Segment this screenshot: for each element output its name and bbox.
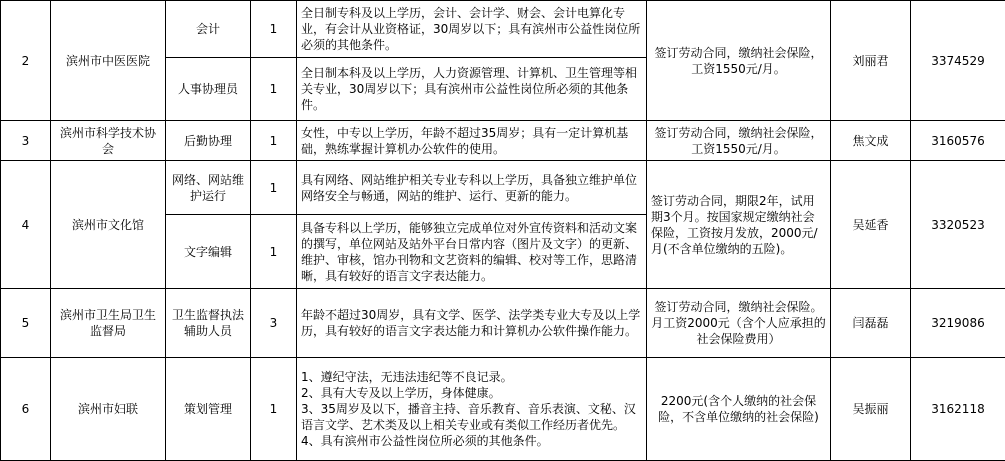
post-name: 网络、网站维护运行 [166, 161, 251, 215]
requirements [297, 358, 647, 461]
post-name: 卫生监督执法辅助人员 [166, 289, 251, 358]
table-row [1, 121, 1005, 161]
row-number: 3 [1, 121, 51, 161]
row-number: 2 [1, 1, 51, 121]
table-row [1, 358, 1005, 461]
requirements: 全日制本科及以上学历，人力资源管理、计算机、卫生管理等相关专业，30周岁以下；具有滨州市公益性岗位所必须的其他条件。 [297, 58, 647, 121]
requirement-line: 3、35周岁及以下，播音主持、音乐教育、音乐表演、文秘、汉语言文学、艺术类及以上相关专业或有类似工作经历者优先。 [301, 401, 642, 433]
row-number: 6 [1, 358, 51, 461]
requirements: 全日制专科及以上学历，会计、会计学、财会、会计电算化专业，有会计从业资格证，30周岁以下；具有滨州市公益性岗位所必须的其他条件。 [297, 1, 647, 58]
headcount: 3 [251, 289, 297, 358]
table-row [1, 161, 1005, 215]
contact-person: 闫磊磊 [831, 289, 911, 358]
contact-person: 吴振丽 [831, 358, 911, 461]
requirements: 具有网络、网站维护相关专业专科以上学历，具备独立维护单位网络安全与畅通，网站的维护、运行、更新的能力。 [297, 161, 647, 215]
phone-number: 3162118 [911, 358, 1005, 461]
phone-number: 3219086 [911, 289, 1005, 358]
row-number: 5 [1, 289, 51, 358]
requirements: 女性，中专以上学历，年龄不超过35周岁；具有一定计算机基础，熟练掌握计算机办公软件的使用。 [297, 121, 647, 161]
phone-number: 3160576 [911, 121, 1005, 161]
post-name: 后勤协理 [166, 121, 251, 161]
phone-number: 3320523 [911, 161, 1005, 289]
post-name: 会计 [166, 1, 251, 58]
table-row [1, 1, 1005, 58]
requirement-line: 4、具有滨州市公益性岗位所必须的其他条件。 [301, 433, 642, 449]
employment-terms: 签订劳动合同，缴纳社会保险，工资1550元/月。 [647, 1, 831, 121]
employment-terms: 2200元(含个人缴纳的社会保险，不含单位缴纳的社会保险) [647, 358, 831, 461]
row-number: 4 [1, 161, 51, 289]
unit-name: 滨州市文化馆 [51, 161, 166, 289]
unit-name: 滨州市妇联 [51, 358, 166, 461]
contact-person: 吴延香 [831, 161, 911, 289]
requirement-line: 2、具有大专及以上学历，身体健康。 [301, 385, 642, 401]
employment-terms: 签订劳动合同，期限2年，试用期3个月。按国家规定缴纳社会保险，工资按月发放，2000元/月(不含单位缴纳的五险)。 [647, 161, 831, 289]
unit-name: 滨州市科学技术协会 [51, 121, 166, 161]
phone-number: 3374529 [911, 1, 1005, 121]
headcount: 1 [251, 358, 297, 461]
post-name: 策划管理 [166, 358, 251, 461]
post-name: 人事协理员 [166, 58, 251, 121]
contact-person: 刘丽君 [831, 1, 911, 121]
headcount: 1 [251, 161, 297, 215]
post-name: 文字编辑 [166, 215, 251, 289]
employment-terms: 签订劳动合同，缴纳社会保险。月工资2000元（含个人应承担的社会保险费用） [647, 289, 831, 358]
headcount: 1 [251, 215, 297, 289]
unit-name: 滨州市中医医院 [51, 1, 166, 121]
requirement-line: 1、遵纪守法，无违法违纪等不良记录。 [301, 369, 642, 385]
headcount: 1 [251, 58, 297, 121]
headcount: 1 [251, 1, 297, 58]
requirements: 具备专科以上学历，能够独立完成单位对外宣传资料和活动文案的撰写，单位网站及站外平台日常内容（图片及文字）的更新、维护、审核，馆办刊物和文艺资料的编辑、校对等工作，思路清晰，具有较好的语言文字表达能力。 [297, 215, 647, 289]
requirements: 年龄不超过30周岁，具有文学、医学、法学类专业大专及以上学历，具有较好的语言文字表达能力和计算机办公软件操作能力。 [297, 289, 647, 358]
unit-name: 滨州市卫生局卫生监督局 [51, 289, 166, 358]
table-row [1, 289, 1005, 358]
employment-terms: 签订劳动合同，缴纳社会保险，工资1550元/月。 [647, 121, 831, 161]
contact-person: 焦文成 [831, 121, 911, 161]
headcount: 1 [251, 121, 297, 161]
